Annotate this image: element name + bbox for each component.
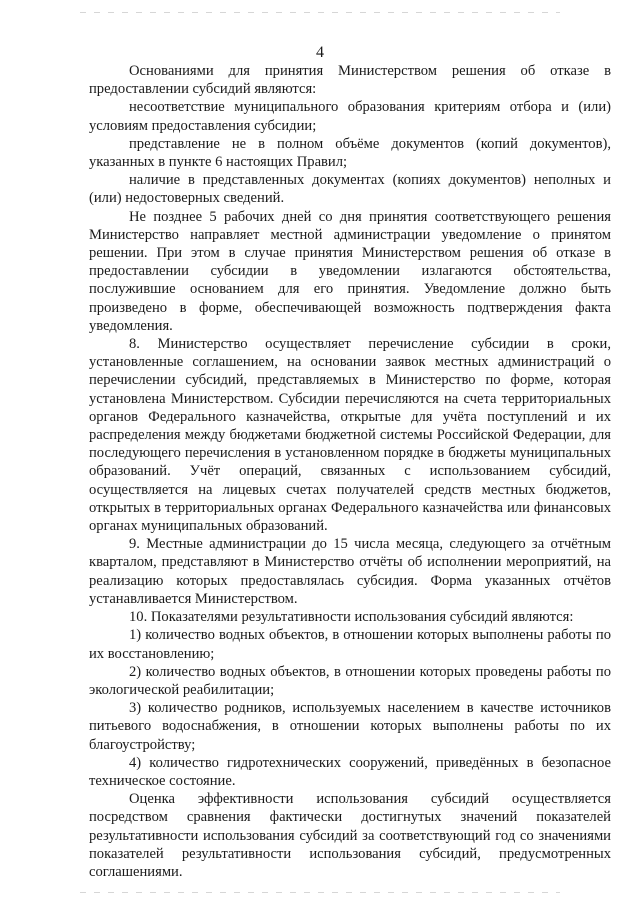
paragraph: 10. Показателями результативности использования субсидий являются: [129, 609, 574, 626]
paragraph: Не позднее 5 рабочих дней со дня принятия соответствующего решения Министерство направляет местной администрации уведомление о принятом решении. При этом в случае принятия Министерством решения об отказе в предоставлении субсидии в уведомлении излагаются обстоятельства, послужившие основанием для его принятия. Уведомление должно быть произведено в форме, обеспечивающей возможность подтверждения факта уведомления. [89, 208, 611, 334]
paragraph: 9. Местные администрации до 15 числа месяца, следующего за отчётным кварталом, представляют в Министерство отчёты об исполнении мероприятий, на реализацию которых предоставлялась субсидия. Форма указанных отчётов устанавливается Министерством. [89, 536, 611, 607]
scan-artifact-top [80, 12, 560, 13]
paragraph: несоответствие муниципального образования критериям отбора и (или) условиям предоставления субсидии; [89, 99, 611, 134]
paragraph: 4) количество гидротехнических сооружений, приведённых в безопасное техническое состояние. [89, 754, 611, 789]
paragraph: 3) количество родников, используемых населением в качестве источников питьевого водоснабжения, в отношении которых выполнены работы по их благоустройству; [89, 700, 611, 753]
paragraph: представление не в полном объёме документов (копий документов), указанных в пункте 6 настоящих Правил; [89, 135, 611, 171]
scan-artifact-bottom [80, 892, 560, 893]
paragraph: Основаниями для принятия Министерством решения об отказе в предоставлении субсидий являются: [89, 63, 611, 98]
paragraph: 8. Министерство осуществляет перечисление субсидии в сроки, установленные соглашением, на основании заявок местных администраций о перечислении субсидий, представляемых в Министерство по форме, которая установлена Министерством. Субсидии перечисляются на счета территориальных органов Федерального казначейства, открытые для учёта поступлений и их распределения между бюджетами бюджетной системы Российской Федерации, для последующего перечисления в установленном порядке в бюджеты муниципальных образований. Учёт операций, связанных с использованием субсидий, осуществляется на лицевых счетах получателей средств местных бюджетов, открытых в территориальных органах Федерального казначейства или финансовых органах муниципальных образований. [89, 336, 611, 535]
paragraph: 1) количество водных объектов, в отношении которых выполнены работы по их восстановлению; [89, 627, 611, 662]
paragraph: Оценка эффективности использования субсидий осуществляется посредством сравнения фактически достигнутых значений показателей результативности использования субсидий за соответствующий год со значениями показателей результативности использования субсидий, предусмотренных соглашениями. [89, 791, 611, 880]
body-text [89, 62, 611, 881]
paragraph: наличие в представленных документах (копиях документов) неполных и (или) недостоверных сведений. [89, 172, 611, 207]
paragraph: 2) количество водных объектов, в отношении которых проведены работы по экологической реабилитации; [89, 663, 611, 698]
page-number: 4 [316, 44, 324, 61]
